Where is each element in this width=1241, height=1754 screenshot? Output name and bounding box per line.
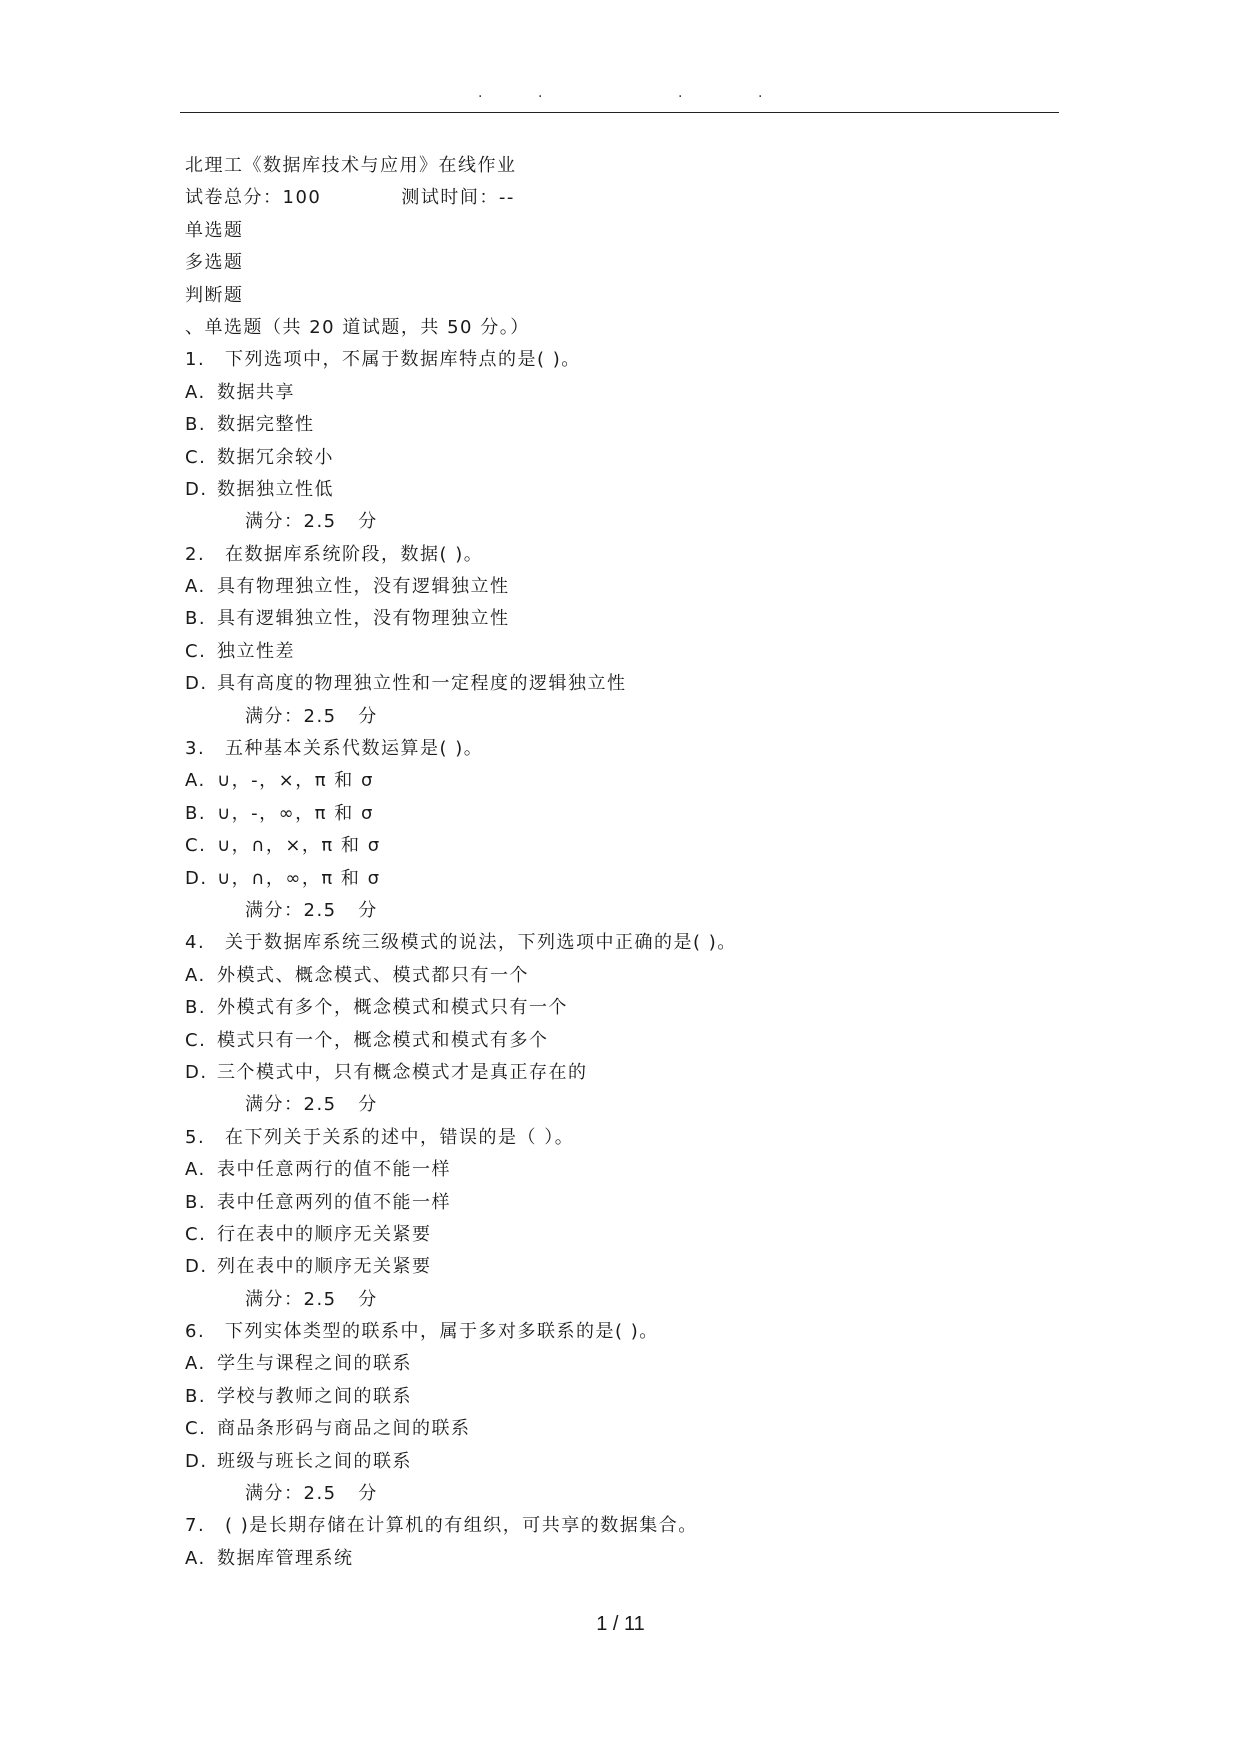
option-letter: D. — [185, 1450, 208, 1472]
option-letter: D. — [185, 1256, 208, 1278]
option-letter: C. — [185, 640, 207, 662]
question-stem — [185, 1510, 1045, 1542]
option-letter: A. — [185, 1547, 206, 1569]
document-body — [185, 150, 1045, 1575]
section-heading: 、单选题（共 20 道试题，共 50 分。） — [185, 316, 530, 338]
option-text: ∪，-，×，π 和 σ — [217, 770, 374, 792]
option-letter: D. — [185, 867, 208, 889]
section-link-multiple[interactable]: 多选题 — [185, 252, 244, 274]
option-text: 表中任意两列的值不能一样 — [217, 1191, 451, 1213]
question-score: 满分：2.5 分 — [245, 899, 378, 921]
option-letter: B. — [185, 1385, 207, 1407]
option-text: 数据共享 — [217, 381, 295, 403]
option-row[interactable] — [185, 1251, 1045, 1283]
test-time: 测试时间：-- — [401, 187, 515, 209]
option-row[interactable] — [185, 1187, 1045, 1219]
doc-title: 北理工《数据库技术与应用》在线作业 — [185, 155, 517, 176]
option-letter: A. — [185, 1159, 206, 1181]
option-text: 三个模式中，只有概念模式才是真正存在的 — [217, 1061, 588, 1083]
option-text: 具有物理独立性，没有逻辑独立性 — [217, 576, 510, 598]
option-text: 模式只有一个，概念模式和模式有多个 — [217, 1029, 549, 1051]
option-row[interactable] — [185, 992, 1045, 1024]
option-letter: D. — [185, 478, 208, 500]
option-row[interactable] — [185, 830, 1045, 862]
question-number: 5. — [185, 1126, 206, 1148]
question-stem — [185, 1316, 1045, 1348]
option-letter: D. — [185, 673, 208, 695]
question-stem — [185, 733, 1045, 765]
option-text: 数据完整性 — [217, 414, 315, 436]
option-text: 外模式有多个，概念模式和模式只有一个 — [217, 997, 568, 1019]
option-row[interactable] — [185, 798, 1045, 830]
option-letter: C. — [185, 1223, 207, 1245]
doc-meta — [185, 182, 1045, 214]
option-text: 表中任意两行的值不能一样 — [217, 1159, 451, 1181]
option-row[interactable] — [185, 668, 1045, 700]
option-text: 班级与班长之间的联系 — [217, 1450, 412, 1472]
header-dot: . — [678, 85, 683, 101]
question-text: 下列选项中，不属于数据库特点的是( )。 — [225, 349, 581, 371]
option-text: 外模式、概念模式、模式都只有一个 — [217, 964, 529, 986]
question-text: ( )是长期存储在计算机的有组织，可共享的数据集合。 — [225, 1515, 698, 1537]
option-letter: A. — [185, 381, 206, 403]
option-row[interactable] — [185, 603, 1045, 635]
option-letter: B. — [185, 802, 207, 824]
option-text: 具有高度的物理独立性和一定程度的逻辑独立性 — [217, 673, 627, 695]
section-link-single[interactable]: 单选题 — [185, 219, 244, 241]
option-row[interactable] — [185, 960, 1045, 992]
option-letter: D. — [185, 1061, 208, 1083]
option-row[interactable] — [185, 765, 1045, 797]
option-text: 学生与课程之间的联系 — [217, 1353, 412, 1375]
question-score: 满分：2.5 分 — [245, 511, 378, 533]
option-letter: B. — [185, 608, 207, 630]
option-letter: A. — [185, 1353, 206, 1375]
question-stem — [185, 1122, 1045, 1154]
question-text: 下列实体类型的联系中，属于多对多联系的是( )。 — [225, 1321, 659, 1343]
option-letter: C. — [185, 446, 207, 468]
option-text: 数据独立性低 — [217, 478, 334, 500]
option-row[interactable] — [185, 1154, 1045, 1186]
question-number: 1. — [185, 349, 206, 371]
header-dot: . — [478, 85, 483, 101]
option-letter: B. — [185, 1191, 207, 1213]
option-row[interactable] — [185, 474, 1045, 506]
option-text: 数据冗余较小 — [217, 446, 334, 468]
option-text: 学校与教师之间的联系 — [217, 1385, 412, 1407]
option-text: ∪，∩，×，π 和 σ — [217, 835, 381, 857]
option-letter: B. — [185, 997, 207, 1019]
option-row[interactable] — [185, 1381, 1045, 1413]
option-letter: A. — [185, 576, 206, 598]
option-letter: A. — [185, 770, 206, 792]
option-row[interactable] — [185, 636, 1045, 668]
option-text: ∪，-，∞，π 和 σ — [217, 802, 374, 824]
question-score: 满分：2.5 分 — [245, 1094, 378, 1116]
question-number: 3. — [185, 738, 206, 760]
option-text: 数据库管理系统 — [217, 1547, 354, 1569]
option-row[interactable] — [185, 442, 1045, 474]
option-letter: B. — [185, 414, 207, 436]
option-row[interactable] — [185, 1446, 1045, 1478]
option-row[interactable] — [185, 1348, 1045, 1380]
question-text: 五种基本关系代数运算是( )。 — [225, 738, 484, 760]
question-text: 关于数据库系统三级模式的说法，下列选项中正确的是( )。 — [225, 932, 737, 954]
question-number: 2. — [185, 543, 206, 565]
question-number: 7. — [185, 1515, 206, 1537]
option-row[interactable] — [185, 377, 1045, 409]
header-dots — [180, 86, 1060, 106]
option-letter: C. — [185, 1418, 207, 1440]
option-row[interactable] — [185, 1057, 1045, 1089]
question-text: 在下列关于关系的述中，错误的是（ ）。 — [225, 1126, 575, 1148]
question-stem — [185, 344, 1045, 376]
question-number: 6. — [185, 1321, 206, 1343]
page-number: 1 / 11 — [596, 1613, 645, 1635]
header-rule — [180, 112, 1059, 113]
option-text: 商品条形码与商品之间的联系 — [217, 1418, 471, 1440]
question-stem — [185, 927, 1045, 959]
option-row[interactable] — [185, 1025, 1045, 1057]
option-row[interactable] — [185, 571, 1045, 603]
total-score: 试卷总分：100 — [185, 187, 322, 209]
option-row[interactable] — [185, 1219, 1045, 1251]
option-text: 具有逻辑独立性，没有物理独立性 — [217, 608, 510, 630]
header-dot: . — [758, 85, 763, 101]
option-text: ∪，∩，∞，π 和 σ — [217, 867, 381, 889]
question-score: 满分：2.5 分 — [245, 705, 378, 727]
section-link-judgement[interactable]: 判断题 — [185, 284, 244, 306]
option-letter: C. — [185, 835, 207, 857]
question-text: 在数据库系统阶段，数据( )。 — [225, 543, 484, 565]
question-score: 满分：2.5 分 — [245, 1483, 378, 1505]
option-text: 列在表中的顺序无关紧要 — [217, 1256, 432, 1278]
option-row[interactable] — [185, 863, 1045, 895]
header-dot: . — [538, 85, 543, 101]
question-stem — [185, 539, 1045, 571]
question-number: 4. — [185, 932, 206, 954]
option-letter: C. — [185, 1029, 207, 1051]
option-row[interactable] — [185, 1543, 1045, 1575]
question-score: 满分：2.5 分 — [245, 1288, 378, 1310]
option-text: 行在表中的顺序无关紧要 — [217, 1223, 432, 1245]
option-letter: A. — [185, 964, 206, 986]
option-text: 独立性差 — [217, 640, 295, 662]
option-row[interactable] — [185, 409, 1045, 441]
option-row[interactable] — [185, 1413, 1045, 1445]
